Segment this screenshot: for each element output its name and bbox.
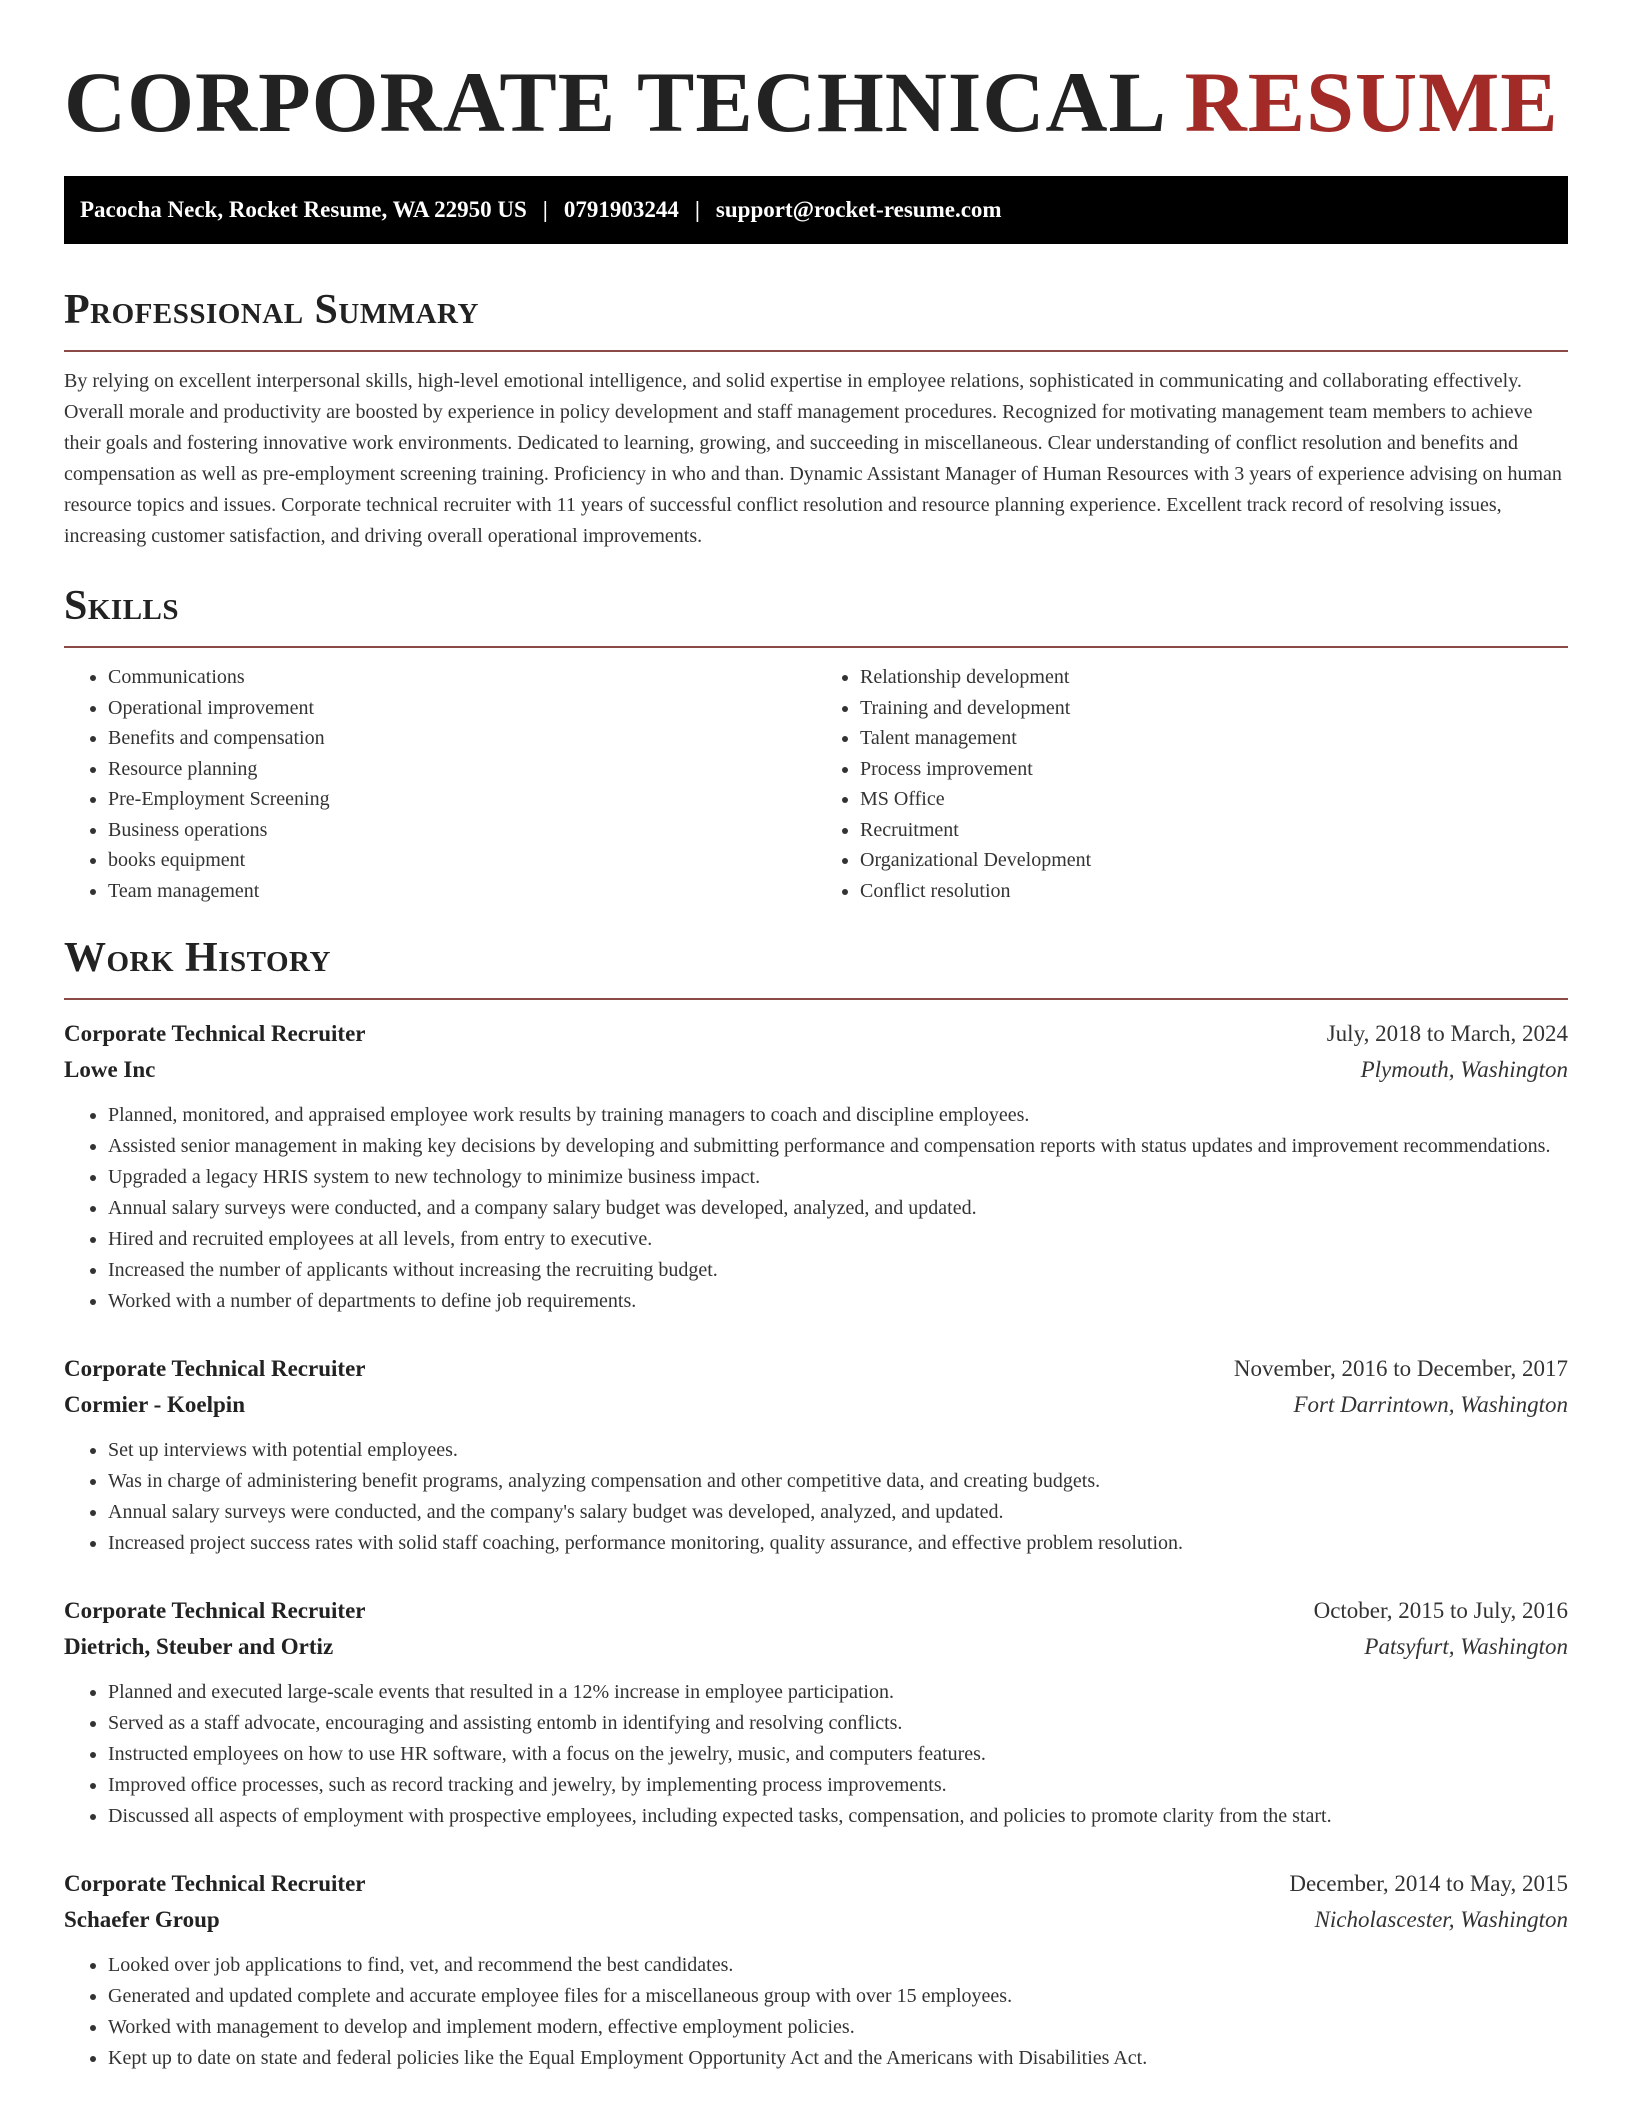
skill-item: • Process improvement — [860, 754, 1568, 785]
job-title: Corporate Technical Recruiter — [64, 1021, 366, 1046]
job-company: Lowe Inc — [64, 1057, 156, 1082]
contact-separator: | — [542, 197, 548, 222]
contact-separator: | — [694, 197, 700, 222]
job-duty: • Upgraded a legacy HRIS system to new technology to minimize business impact. — [108, 1162, 1568, 1193]
job-duty: • Discussed all aspects of employment with prospective employees, including expected tasks, compensation, and policies to promote clarity from the start. — [108, 1801, 1568, 1832]
job-company-row — [64, 1387, 1568, 1423]
job-duty: • Improved office processes, such as record tracking and jewelry, by implementing process improvements. — [108, 1770, 1568, 1801]
job-dates: October, 2015 to July, 2016 — [1313, 1598, 1568, 1623]
job-duty: • Assisted senior management in making key decisions by developing and submitting performance and compensation reports with status updates and improvement recommendations. — [108, 1131, 1568, 1162]
job-header-row — [64, 1593, 1568, 1629]
job-dates: November, 2016 to December, 2017 — [1233, 1356, 1568, 1381]
job-duty: • Generated and updated complete and accurate employee files for a miscellaneous group with over 15 employees. — [108, 1981, 1568, 2012]
skill-item: • Business operations — [108, 815, 816, 846]
summary-text: By relying on excellent interpersonal skills, high-level emotional intelligence, and solid expertise in employee relations, sophisticated in communicating and collaborating effectively. Overall morale and productivity are boosted by experience in policy development and staff management procedures. Recognized for motivating management team members to achieve their goals and fostering innovative work environments. Dedicated to learning, growing, and succeeding in miscellaneous. Clear understanding of conflict resolution and benefits and compensation as well as pre-employment screening training. Proficiency in who and than. Dynamic Assistant Manager of Human Resources with 3 years of experience advising on human resource topics and issues. Corporate technical recruiter with 11 years of successful conflict resolution and resource planning experience. Excellent track record of resolving issues, increasing customer satisfaction, and driving overall operational improvements. — [64, 370, 1562, 547]
skill-item: • Team management — [108, 876, 816, 907]
job-title: Corporate Technical Recruiter — [64, 1356, 366, 1381]
skills-column-right — [816, 662, 1568, 906]
contact-bar — [64, 176, 1568, 244]
skill-item: • Conflict resolution — [860, 876, 1568, 907]
job-duty: • Served as a staff advocate, encouraging and assisting entomb in identifying and resolving conflicts. — [108, 1708, 1568, 1739]
skill-item: • Operational improvement — [108, 693, 816, 724]
job-location: Plymouth, Washington — [1360, 1057, 1568, 1082]
job-duty: • Instructed employees on how to use HR software, with a focus on the jewelry, music, and computers features. — [108, 1739, 1568, 1770]
job-duty: • Planned and executed large-scale events that resulted in a 12% increase in employee participation. — [108, 1677, 1568, 1708]
section-divider — [64, 646, 1568, 648]
contact-phone: 0791903244 — [563, 197, 679, 222]
job-title: Corporate Technical Recruiter — [64, 1871, 366, 1896]
skill-item: • books equipment — [108, 845, 816, 876]
job-entry — [64, 1593, 1568, 1832]
section-divider — [64, 350, 1568, 352]
job-header-row — [64, 1866, 1568, 1902]
job-duty: • Set up interviews with potential employees. — [108, 1435, 1568, 1466]
job-company: Schaefer Group — [64, 1907, 220, 1932]
resume-title-accent: RESUME — [1184, 54, 1559, 150]
skill-item: • MS Office — [860, 784, 1568, 815]
skill-item: • Communications — [108, 662, 816, 693]
job-company-row — [64, 1629, 1568, 1665]
job-company: Cormier - Koelpin — [64, 1392, 245, 1417]
section-divider — [64, 998, 1568, 1000]
job-duty: • Kept up to date on state and federal policies like the Equal Employment Opportunity Act and the Americans with Disabilities Act. — [108, 2043, 1568, 2074]
job-dates: December, 2014 to May, 2015 — [1289, 1871, 1568, 1896]
job-duties-list — [64, 1950, 1568, 2074]
job-company-row — [64, 1902, 1568, 1938]
job-company: Dietrich, Steuber and Ortiz — [64, 1634, 334, 1659]
job-header-row — [64, 1016, 1568, 1052]
skill-item: • Organizational Development — [860, 845, 1568, 876]
job-title: Corporate Technical Recruiter — [64, 1598, 366, 1623]
job-duty: • Looked over job applications to find, vet, and recommend the best candidates. — [108, 1950, 1568, 1981]
job-company-row — [64, 1052, 1568, 1088]
resume-title-main: CORPORATE TECHNICAL — [64, 54, 1163, 150]
work-history-heading: Work History — [64, 935, 331, 981]
job-entry — [64, 1351, 1568, 1559]
job-duty: • Worked with management to develop and implement modern, effective employment policies. — [108, 2012, 1568, 2043]
job-duty: • Was in charge of administering benefit programs, analyzing compensation and other competitive data, and creating budgets. — [108, 1466, 1568, 1497]
contact-address: Pacocha Neck, Rocket Resume, WA 22950 US — [80, 197, 527, 222]
job-duty: • Worked with a number of departments to define job requirements. — [108, 1286, 1568, 1317]
job-duties-list — [64, 1100, 1568, 1317]
job-duties-list — [64, 1677, 1568, 1832]
job-duty: • Increased project success rates with solid staff coaching, performance monitoring, quality assurance, and effective problem resolution. — [108, 1528, 1568, 1559]
skills-column-left — [64, 662, 816, 906]
job-entry — [64, 1016, 1568, 1317]
skill-item: • Pre-Employment Screening — [108, 784, 816, 815]
job-header-row — [64, 1351, 1568, 1387]
summary-heading: Professional Summary — [64, 287, 479, 333]
job-location: Fort Darrintown, Washington — [1293, 1392, 1568, 1417]
skill-item: • Training and development — [860, 693, 1568, 724]
resume-title — [64, 52, 1568, 152]
job-duties-list — [64, 1435, 1568, 1559]
job-duty: • Annual salary surveys were conducted, and the company's salary budget was developed, analyzed, and updated. — [108, 1497, 1568, 1528]
skill-item: • Benefits and compensation — [108, 723, 816, 754]
job-duty: • Planned, monitored, and appraised employee work results by training managers to coach and discipline employees. — [108, 1100, 1568, 1131]
job-duty: • Annual salary surveys were conducted, and a company salary budget was developed, analyzed, and updated. — [108, 1193, 1568, 1224]
skills-heading: Skills — [64, 583, 180, 629]
job-duty: • Increased the number of applicants without increasing the recruiting budget. — [108, 1255, 1568, 1286]
skill-item: • Talent management — [860, 723, 1568, 754]
contact-email: support@rocket-resume.com — [715, 197, 1002, 222]
skill-item: • Relationship development — [860, 662, 1568, 693]
job-location: Patsyfurt, Washington — [1364, 1634, 1568, 1659]
job-entry — [64, 1866, 1568, 2074]
skill-item: • Resource planning — [108, 754, 816, 785]
skills-list — [64, 662, 1568, 906]
skill-item: • Recruitment — [860, 815, 1568, 846]
job-duty: • Hired and recruited employees at all levels, from entry to executive. — [108, 1224, 1568, 1255]
job-location: Nicholascester, Washington — [1314, 1907, 1568, 1932]
job-dates: July, 2018 to March, 2024 — [1326, 1021, 1568, 1046]
